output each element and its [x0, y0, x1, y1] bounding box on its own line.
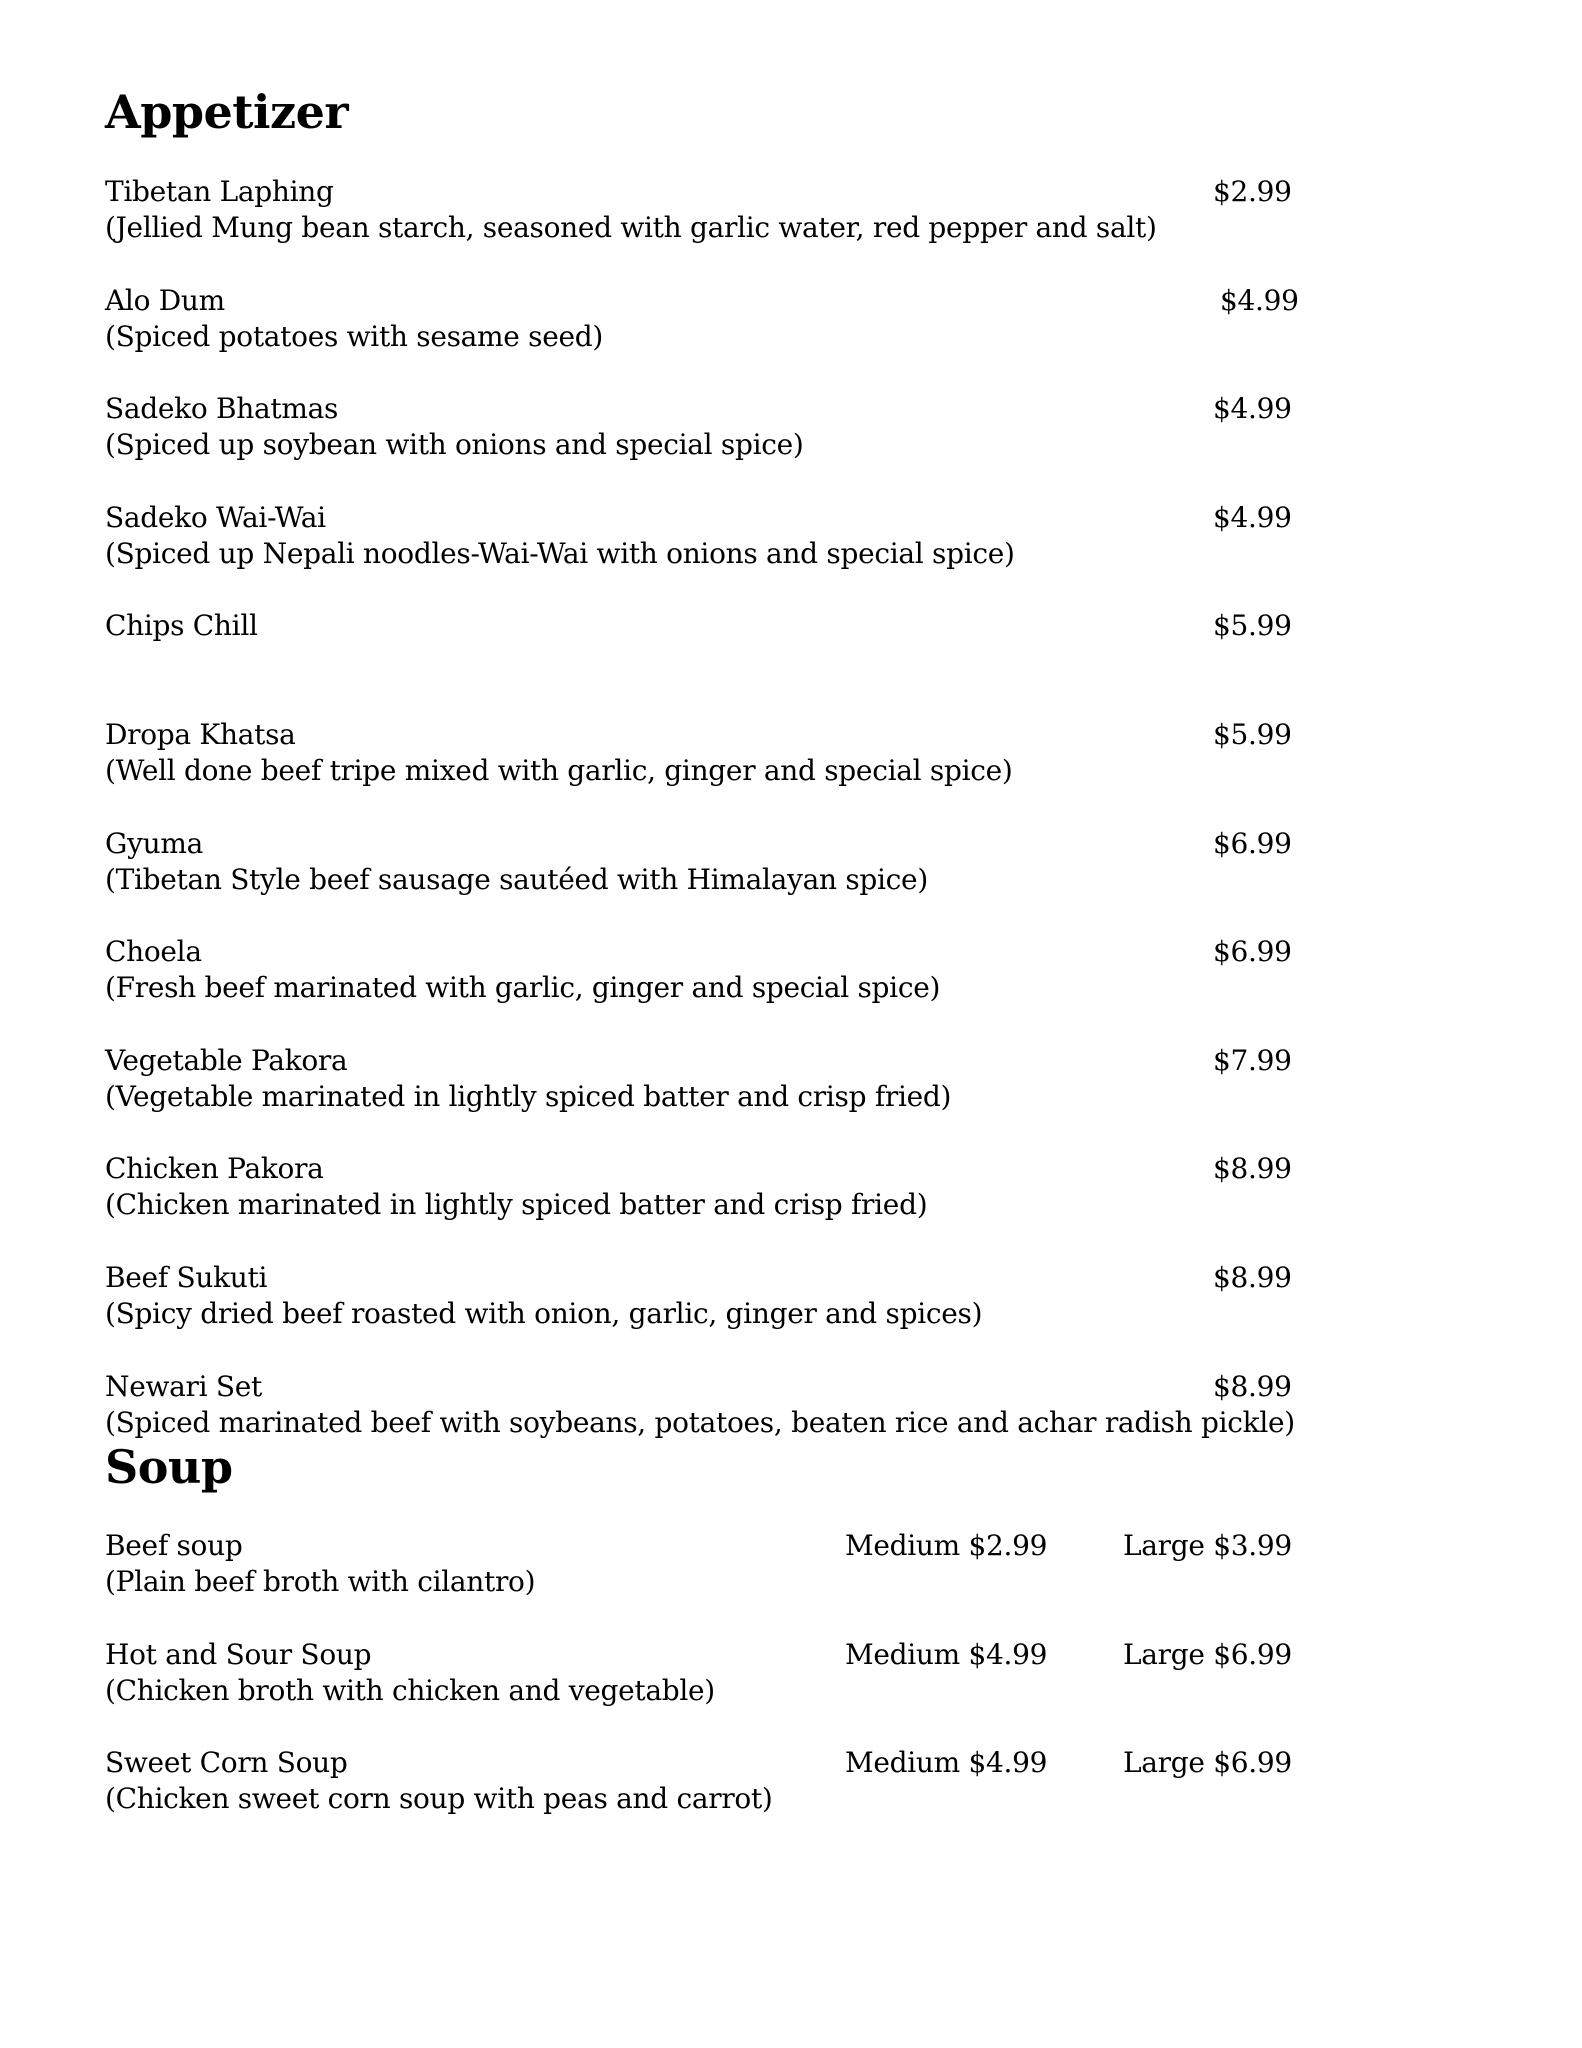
soup-large-price: Large $3.99 [1123, 1529, 1292, 1562]
item-price: $8.99 [1213, 1370, 1292, 1403]
item-name: Chips Chill [105, 609, 258, 642]
item-name: Newari Set [105, 1370, 262, 1403]
item-price: $4.99 [1213, 501, 1292, 534]
item-name: Vegetable Pakora [105, 1044, 348, 1077]
soup-large-price: Large $6.99 [1123, 1746, 1292, 1779]
item-description: (Tibetan Style beef sausage sautéed with Himalayan spice) [105, 863, 928, 896]
item-description: (Spiced up soybean with onions and special spice) [105, 428, 804, 461]
soup-medium-price: Medium $4.99 [845, 1638, 1048, 1671]
item-name: Alo Dum [105, 284, 225, 317]
appetizer-heading: Appetizer [105, 85, 349, 139]
item-name: Dropa Khatsa [105, 718, 296, 751]
item-name: Sadeko Bhatmas [105, 392, 339, 425]
item-name: Sadeko Wai-Wai [105, 501, 326, 534]
soup-description: (Plain beef broth with cilantro) [105, 1565, 536, 1598]
soup-name: Sweet Corn Soup [105, 1746, 348, 1779]
item-name: Chicken Pakora [105, 1152, 324, 1185]
soup-medium-price: Medium $4.99 [845, 1746, 1048, 1779]
item-description: (Spicy dried beef roasted with onion, garlic, ginger and spices) [105, 1297, 983, 1330]
soup-name: Hot and Sour Soup [105, 1638, 372, 1671]
item-price: $6.99 [1213, 827, 1292, 860]
soup-large-price: Large $6.99 [1123, 1638, 1292, 1671]
item-description: (Jellied Mung bean starch, seasoned with garlic water, red pepper and salt) [105, 211, 1157, 244]
item-name: Choela [105, 935, 202, 968]
soup-heading: Soup [105, 1440, 233, 1494]
item-price: $5.99 [1213, 718, 1292, 751]
item-description: (Spiced potatoes with sesame seed) [105, 320, 604, 353]
soup-medium-price: Medium $2.99 [845, 1529, 1048, 1562]
item-price: $2.99 [1213, 175, 1292, 208]
item-price: $8.99 [1213, 1152, 1292, 1185]
item-price: $8.99 [1213, 1261, 1292, 1294]
item-price: $4.99 [1220, 284, 1299, 317]
soup-description: (Chicken broth with chicken and vegetable) [105, 1674, 715, 1707]
item-name: Beef Sukuti [105, 1261, 268, 1294]
item-description: (Vegetable marinated in lightly spiced batter and crisp fried) [105, 1080, 952, 1113]
item-name: Gyuma [105, 827, 203, 860]
item-price: $4.99 [1213, 392, 1292, 425]
item-price: $6.99 [1213, 935, 1292, 968]
item-description: (Fresh beef marinated with garlic, ginger and special spice) [105, 971, 941, 1004]
soup-description: (Chicken sweet corn soup with peas and carrot) [105, 1782, 773, 1815]
item-description: (Well done beef tripe mixed with garlic, ginger and special spice) [105, 754, 1013, 787]
soup-name: Beef soup [105, 1529, 243, 1562]
item-price: $7.99 [1213, 1044, 1292, 1077]
item-description: (Spiced up Nepali noodles-Wai-Wai with onions and special spice) [105, 537, 1015, 570]
item-description: (Chicken marinated in lightly spiced batter and crisp fried) [105, 1188, 928, 1221]
item-price: $5.99 [1213, 609, 1292, 642]
item-name: Tibetan Laphing [105, 175, 334, 208]
item-description: (Spiced marinated beef with soybeans, potatoes, beaten rice and achar radish pickle) [105, 1406, 1295, 1439]
